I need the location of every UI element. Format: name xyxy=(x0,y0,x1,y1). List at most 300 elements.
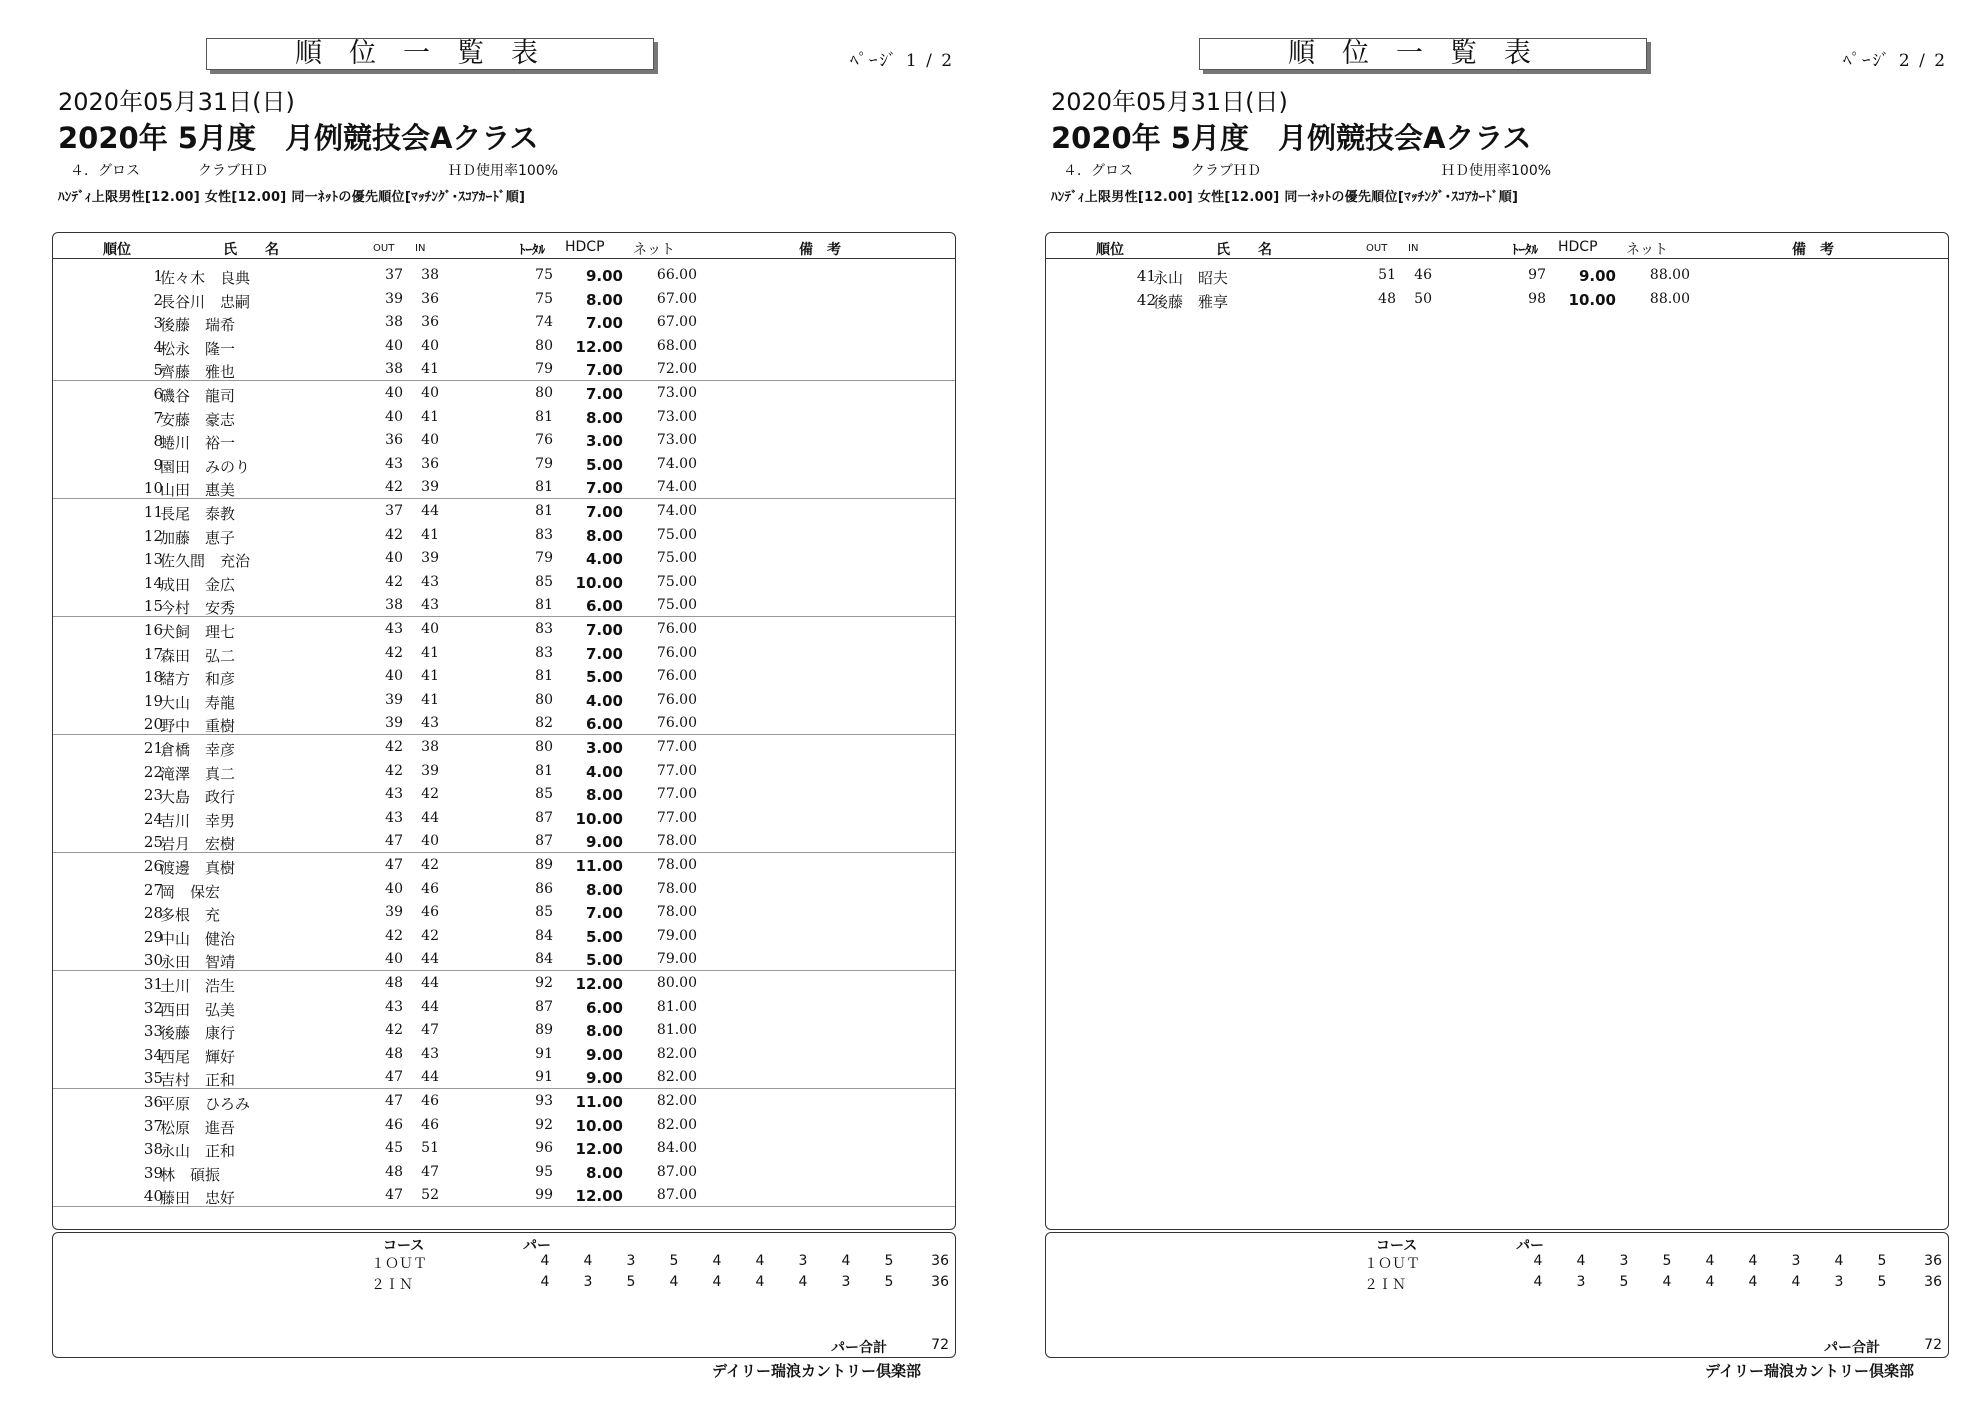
hole-par: 5 xyxy=(1877,1253,1887,1269)
par-label: パー xyxy=(1516,1238,1544,1254)
course-row-out: １ＯＵＴ xyxy=(371,1256,427,1272)
col-total: ﾄｰﾀﾙ xyxy=(1512,243,1538,258)
player-name: 吉川 幸男 xyxy=(160,811,236,830)
net-score: 78.00 xyxy=(656,833,697,850)
handicap: 9.00 xyxy=(585,267,623,285)
hole-par: 4 xyxy=(1791,1274,1801,1290)
player-name: 山田 惠美 xyxy=(160,481,236,500)
net-score: 84.00 xyxy=(656,1140,697,1157)
table-row xyxy=(53,688,955,712)
table-row xyxy=(53,263,955,287)
rank-cell: 27 xyxy=(143,880,163,899)
table-row xyxy=(53,1042,955,1066)
rank-cell: 8 xyxy=(153,432,163,451)
in-score: 41 xyxy=(421,526,439,543)
in-score: 46 xyxy=(421,904,439,921)
out-score: 42 xyxy=(385,573,403,590)
net-score: 75.00 xyxy=(656,550,697,567)
club-name: デイリー瑞浪カントリー倶楽部 xyxy=(1705,1362,1914,1380)
net-score: 76.00 xyxy=(656,668,697,685)
course-label: コース xyxy=(383,1238,425,1254)
col-in: IN xyxy=(1408,243,1419,254)
player-name: 安藤 豪志 xyxy=(160,410,236,429)
event-date: 2020年05月31日(日) xyxy=(1051,88,1288,116)
table-row xyxy=(53,877,955,901)
handicap: 10.00 xyxy=(1568,290,1616,309)
player-name: 磯谷 龍司 xyxy=(160,387,236,405)
in-score: 50 xyxy=(1414,290,1432,307)
hole-par: 4 xyxy=(540,1274,550,1290)
hole-par: 3 xyxy=(626,1253,636,1269)
out-score: 40 xyxy=(385,880,403,897)
net-score: 82.00 xyxy=(656,1069,697,1086)
net-score: 77.00 xyxy=(656,739,697,755)
rank-cell: 29 xyxy=(143,927,163,946)
nine-total: 36 xyxy=(931,1274,949,1290)
rank-cell: 18 xyxy=(143,668,163,687)
rank-cell: 35 xyxy=(143,1069,163,1088)
out-score: 42 xyxy=(385,739,403,755)
player-name: 永田 智靖 xyxy=(160,953,236,972)
rank-cell: 22 xyxy=(143,762,163,781)
player-name: 土川 浩生 xyxy=(160,977,236,995)
in-score: 40 xyxy=(421,385,439,401)
nine-total: 36 xyxy=(1924,1274,1942,1290)
player-name: 西尾 輝好 xyxy=(160,1047,236,1066)
course-row-in: ２ＩＮ xyxy=(1364,1277,1406,1293)
par-total: 72 xyxy=(931,1337,949,1353)
hole-par: 4 xyxy=(755,1253,765,1269)
rank-cell: 14 xyxy=(143,573,163,592)
rank-cell: 42 xyxy=(1136,290,1156,309)
rank-cell: 12 xyxy=(143,526,163,545)
handicap: 5.00 xyxy=(585,951,623,970)
net-score: 76.00 xyxy=(656,715,697,732)
player-name: 長谷川 忠嗣 xyxy=(160,292,251,311)
total-score: 84 xyxy=(535,951,553,968)
total-score: 81 xyxy=(535,503,553,519)
total-score: 80 xyxy=(535,337,553,354)
table-row xyxy=(53,971,955,995)
total-score: 87 xyxy=(535,833,553,850)
total-score: 81 xyxy=(535,597,553,614)
in-score: 46 xyxy=(421,1116,439,1133)
event-date: 2020年05月31日(日) xyxy=(58,88,295,116)
in-score: 38 xyxy=(421,739,439,755)
net-score: 87.00 xyxy=(656,1163,697,1180)
rank-cell: 40 xyxy=(143,1187,163,1206)
event-name: 2020年 5月度 月例競技会Aクラス xyxy=(58,121,539,155)
hole-par: 4 xyxy=(798,1274,808,1290)
course-par-table xyxy=(52,1232,956,1358)
score-category: ４．グロス xyxy=(70,163,140,179)
out-score: 47 xyxy=(385,833,403,850)
table-row xyxy=(53,334,955,358)
rank-cell: 38 xyxy=(143,1140,163,1159)
in-score: 40 xyxy=(421,337,439,354)
player-name: 滝澤 真二 xyxy=(160,764,236,783)
net-score: 79.00 xyxy=(656,951,697,968)
group-divider xyxy=(53,380,955,381)
total-score: 93 xyxy=(535,1093,553,1109)
total-score: 76 xyxy=(535,432,553,449)
player-name: 齊藤 雅也 xyxy=(160,363,236,382)
rank-cell: 24 xyxy=(143,809,163,828)
rank-cell: 15 xyxy=(143,597,163,616)
net-score: 73.00 xyxy=(656,432,697,449)
net-score: 88.00 xyxy=(1649,290,1690,307)
total-score: 91 xyxy=(535,1045,553,1062)
in-score: 43 xyxy=(421,573,439,590)
total-score: 87 xyxy=(535,998,553,1015)
total-score: 79 xyxy=(535,550,553,567)
rank-cell: 11 xyxy=(143,503,163,521)
in-score: 40 xyxy=(421,432,439,449)
table-row xyxy=(53,1160,955,1184)
col-net: ネット xyxy=(633,242,675,258)
net-score: 75.00 xyxy=(656,573,697,590)
player-name: 岡 保宏 xyxy=(160,882,221,901)
total-score: 84 xyxy=(535,927,553,944)
player-name: 後藤 康行 xyxy=(160,1024,236,1043)
nine-total: 36 xyxy=(1924,1253,1942,1269)
out-score: 36 xyxy=(385,432,403,449)
player-name: 林 碩振 xyxy=(160,1165,221,1184)
hole-par: 4 xyxy=(841,1253,851,1269)
col-hdcp: HDCP xyxy=(1558,239,1598,255)
net-score: 74.00 xyxy=(656,455,697,472)
in-score: 42 xyxy=(421,927,439,944)
table-row xyxy=(53,381,955,405)
in-score: 40 xyxy=(421,833,439,850)
header-divider xyxy=(1046,258,1948,259)
hole-par: 5 xyxy=(884,1274,894,1290)
total-score: 91 xyxy=(535,1069,553,1086)
in-score: 41 xyxy=(421,361,439,378)
in-score: 43 xyxy=(421,597,439,614)
total-score: 99 xyxy=(535,1187,553,1204)
player-name: 成田 金広 xyxy=(160,575,236,594)
total-score: 83 xyxy=(535,644,553,661)
handicap: 7.00 xyxy=(585,314,623,333)
handicap: 8.00 xyxy=(585,290,623,309)
hole-par: 4 xyxy=(1705,1274,1715,1290)
total-score: 95 xyxy=(535,1163,553,1180)
course-label: コース xyxy=(1376,1238,1418,1254)
out-score: 37 xyxy=(385,503,403,519)
handicap: 6.00 xyxy=(585,597,623,616)
report-title: 順位一覧表 xyxy=(206,38,654,70)
net-score: 77.00 xyxy=(656,762,697,779)
net-score: 66.00 xyxy=(656,267,697,283)
in-score: 44 xyxy=(421,998,439,1015)
handicap: 12.00 xyxy=(575,1140,623,1159)
net-score: 74.00 xyxy=(656,479,697,496)
course-row-out: １ＯＵＴ xyxy=(1364,1256,1420,1272)
player-name: 野中 重樹 xyxy=(160,717,236,736)
handicap-rate: ＨＤ使用率100% xyxy=(1441,163,1552,179)
total-score: 97 xyxy=(1528,267,1546,283)
out-score: 42 xyxy=(385,762,403,779)
handicap: 9.00 xyxy=(1578,267,1616,285)
in-score: 44 xyxy=(421,503,439,519)
col-rank: 順位 xyxy=(103,242,131,258)
out-score: 42 xyxy=(385,1022,403,1039)
hole-par: 4 xyxy=(1576,1253,1586,1269)
table-row xyxy=(53,357,955,381)
par-total: 72 xyxy=(1924,1337,1942,1353)
net-score: 75.00 xyxy=(656,597,697,614)
total-score: 89 xyxy=(535,1022,553,1039)
out-score: 42 xyxy=(385,526,403,543)
report-page-2 xyxy=(993,0,1983,1404)
table-row xyxy=(53,570,955,594)
rank-cell: 39 xyxy=(143,1163,163,1182)
total-score: 85 xyxy=(535,786,553,803)
total-score: 75 xyxy=(535,267,553,283)
rank-cell: 4 xyxy=(153,337,163,356)
in-score: 41 xyxy=(421,668,439,685)
hole-par: 4 xyxy=(1662,1274,1672,1290)
table-row xyxy=(53,1065,955,1089)
player-name: 永山 昭夫 xyxy=(1153,269,1229,287)
rank-cell: 20 xyxy=(143,715,163,734)
handicap: 5.00 xyxy=(585,455,623,474)
col-hdcp: HDCP xyxy=(565,239,605,255)
total-score: 86 xyxy=(535,880,553,897)
col-out: OUT xyxy=(373,243,395,254)
rank-cell: 3 xyxy=(153,314,163,333)
player-name: 今村 安秀 xyxy=(160,599,236,618)
col-out: OUT xyxy=(1366,243,1388,254)
net-score: 73.00 xyxy=(656,408,697,425)
col-total: ﾄｰﾀﾙ xyxy=(519,243,545,258)
out-score: 47 xyxy=(385,1069,403,1086)
hole-par: 4 xyxy=(583,1253,593,1269)
net-score: 88.00 xyxy=(1649,267,1690,283)
table-row xyxy=(53,452,955,476)
rank-cell: 17 xyxy=(143,644,163,663)
report-title: 順位一覧表 xyxy=(1199,38,1647,70)
hole-par: 3 xyxy=(583,1274,593,1290)
in-score: 44 xyxy=(421,951,439,968)
table-row xyxy=(53,523,955,547)
table-row xyxy=(53,310,955,334)
player-name: 犬飼 理七 xyxy=(160,623,236,641)
in-score: 36 xyxy=(421,290,439,307)
hole-par: 4 xyxy=(755,1274,765,1290)
group-divider xyxy=(53,498,955,499)
in-score: 36 xyxy=(421,314,439,331)
net-score: 78.00 xyxy=(656,880,697,897)
handicap: 7.00 xyxy=(585,361,623,380)
net-score: 81.00 xyxy=(656,1022,697,1039)
total-score: 81 xyxy=(535,668,553,685)
in-score: 43 xyxy=(421,715,439,732)
table-row xyxy=(53,475,955,499)
handicap: 12.00 xyxy=(575,337,623,356)
total-score: 79 xyxy=(535,361,553,378)
table-row xyxy=(53,947,955,971)
rank-cell: 25 xyxy=(143,833,163,852)
handicap: 9.00 xyxy=(585,833,623,852)
net-score: 72.00 xyxy=(656,361,697,378)
in-score: 46 xyxy=(421,1093,439,1109)
in-score: 44 xyxy=(421,809,439,826)
par-label: パー xyxy=(523,1238,551,1254)
out-score: 43 xyxy=(385,455,403,472)
out-score: 46 xyxy=(385,1116,403,1133)
out-score: 43 xyxy=(385,786,403,803)
net-score: 67.00 xyxy=(656,314,697,331)
table-row xyxy=(53,641,955,665)
table-row xyxy=(1046,287,1948,311)
table-row xyxy=(53,593,955,617)
handicap: 8.00 xyxy=(585,1163,623,1182)
nine-total: 36 xyxy=(931,1253,949,1269)
in-score: 41 xyxy=(421,408,439,425)
rank-cell: 13 xyxy=(143,550,163,569)
player-name: 加藤 恵子 xyxy=(160,528,236,547)
handicap-type: クラブＨＤ xyxy=(198,163,268,179)
net-score: 76.00 xyxy=(656,644,697,661)
out-score: 45 xyxy=(385,1140,403,1157)
in-score: 51 xyxy=(421,1140,439,1157)
group-divider xyxy=(53,734,955,735)
hole-par: 5 xyxy=(669,1253,679,1269)
player-name: 永山 正和 xyxy=(160,1142,236,1161)
total-score: 81 xyxy=(535,479,553,496)
player-name: 佐久間 充治 xyxy=(160,552,251,571)
in-score: 42 xyxy=(421,786,439,803)
in-score: 43 xyxy=(421,1045,439,1062)
table-row xyxy=(53,1113,955,1137)
net-score: 74.00 xyxy=(656,503,697,519)
col-remarks: 備 考 xyxy=(799,242,841,258)
handicap: 7.00 xyxy=(585,621,623,639)
total-score: 81 xyxy=(535,408,553,425)
in-score: 39 xyxy=(421,550,439,567)
table-row xyxy=(53,499,955,523)
col-net: ネット xyxy=(1626,242,1668,258)
player-name: 蜷川 裕一 xyxy=(160,434,236,453)
out-score: 48 xyxy=(385,975,403,991)
table-row xyxy=(53,900,955,924)
out-score: 42 xyxy=(385,644,403,661)
total-score: 92 xyxy=(535,975,553,991)
player-name: 倉橋 幸彦 xyxy=(160,741,236,759)
in-score: 52 xyxy=(421,1187,439,1204)
header-divider xyxy=(53,258,955,259)
rank-cell: 34 xyxy=(143,1045,163,1064)
table-row xyxy=(53,617,955,641)
course-row-in: ２ＩＮ xyxy=(371,1277,413,1293)
player-name: 園田 みのり xyxy=(160,457,251,476)
out-score: 47 xyxy=(385,1187,403,1204)
handicap: 12.00 xyxy=(575,1187,623,1206)
out-score: 47 xyxy=(385,1093,403,1109)
handicap: 9.00 xyxy=(585,1045,623,1064)
handicap: 11.00 xyxy=(575,1093,623,1111)
out-score: 51 xyxy=(1378,267,1396,283)
group-divider xyxy=(53,852,955,853)
table-row xyxy=(53,428,955,452)
out-score: 40 xyxy=(385,951,403,968)
net-score: 77.00 xyxy=(656,786,697,803)
net-score: 77.00 xyxy=(656,809,697,826)
out-score: 48 xyxy=(1378,290,1396,307)
total-score: 85 xyxy=(535,904,553,921)
hole-par: 5 xyxy=(884,1253,894,1269)
hole-par: 5 xyxy=(1619,1274,1629,1290)
col-rank: 順位 xyxy=(1096,242,1124,258)
table-row xyxy=(53,924,955,948)
net-score: 68.00 xyxy=(656,337,697,354)
handicap: 10.00 xyxy=(575,1116,623,1135)
rank-cell: 37 xyxy=(143,1116,163,1135)
out-score: 38 xyxy=(385,361,403,378)
rank-cell: 31 xyxy=(143,975,163,993)
handicap-rate: ＨＤ使用率100% xyxy=(448,163,559,179)
rank-cell: 30 xyxy=(143,951,163,970)
col-name: 氏 名 xyxy=(1216,242,1272,258)
rank-cell: 28 xyxy=(143,904,163,923)
handicap: 7.00 xyxy=(585,503,623,521)
player-name: 佐々木 良典 xyxy=(160,269,251,287)
handicap: 4.00 xyxy=(585,762,623,781)
handicap: 9.00 xyxy=(585,1069,623,1088)
hole-par: 4 xyxy=(712,1274,722,1290)
table-row xyxy=(53,1183,955,1207)
out-score: 47 xyxy=(385,857,403,873)
page-number: ﾍﾟｰｼﾞ 1 / 2 xyxy=(850,51,955,71)
player-name: 長尾 泰教 xyxy=(160,505,236,523)
table-row xyxy=(53,995,955,1019)
handicap: 3.00 xyxy=(585,739,623,757)
rank-cell: 1 xyxy=(153,267,163,285)
score-category: ４．グロス xyxy=(1063,163,1133,179)
total-score: 80 xyxy=(535,739,553,755)
handicap: 7.00 xyxy=(585,479,623,498)
player-name: 多根 充 xyxy=(160,906,221,925)
handicap: 4.00 xyxy=(585,691,623,710)
total-score: 79 xyxy=(535,455,553,472)
total-score: 74 xyxy=(535,314,553,331)
player-name: 松永 隆一 xyxy=(160,339,236,358)
hole-par: 3 xyxy=(798,1253,808,1269)
in-score: 46 xyxy=(421,880,439,897)
player-name: 岩月 宏樹 xyxy=(160,835,236,854)
handicap: 6.00 xyxy=(585,715,623,734)
handicap: 4.00 xyxy=(585,550,623,569)
table-row xyxy=(53,1089,955,1113)
in-score: 39 xyxy=(421,762,439,779)
out-score: 40 xyxy=(385,550,403,567)
total-score: 80 xyxy=(535,691,553,708)
player-name: 藤田 忠好 xyxy=(160,1189,236,1208)
hole-par: 4 xyxy=(1533,1253,1543,1269)
out-score: 48 xyxy=(385,1163,403,1180)
out-score: 39 xyxy=(385,290,403,307)
table-row xyxy=(1046,263,1948,287)
handicap-rule: ﾊﾝﾃﾞｨ上限男性[12.00] 女性[12.00] 同一ﾈｯﾄの優先順位[ﾏｯﾁﾝｸﾞ･ｽｺｱｶｰﾄﾞ順] xyxy=(1051,190,1519,205)
total-score: 83 xyxy=(535,621,553,637)
handicap-type: クラブＨＤ xyxy=(1191,163,1261,179)
out-score: 43 xyxy=(385,809,403,826)
in-score: 39 xyxy=(421,479,439,496)
total-score: 92 xyxy=(535,1116,553,1133)
rank-cell: 33 xyxy=(143,1022,163,1041)
